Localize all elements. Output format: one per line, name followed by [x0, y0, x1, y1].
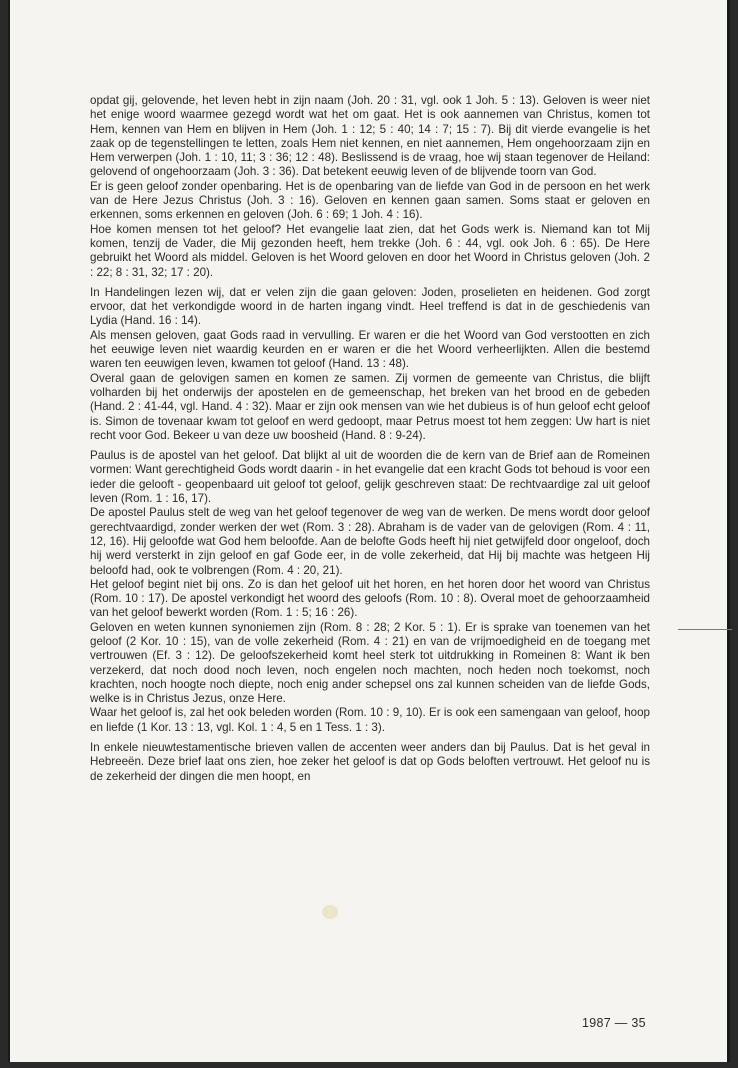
paragraph-12: In enkele nieuwtestamentische brieven vallen de accenten weer anders dan bij Paulus. Dat is het geval in Hebreeën. Deze brief laat ons zien, hoe zeker het geloof is dat op Gods beloften vertrouwt. Het geloof nu is de zekerheid der dingen die men hoopt, en — [90, 741, 650, 783]
paragraph-2: Er is geen geloof zonder openbaring. Het is de openbaring van de liefde van God in de persoon en het werk van de Here Jezus Christus (Joh. 3 : 16). Geloven en kennen gaan samen. Soms staat er geloven en erkennen, soms erkennen en geloven (Joh. 6 : 69; 1 Joh. 4 : 16). — [90, 179, 650, 222]
paragraph-5: Als mensen geloven, gaat Gods raad in vervulling. Er waren er die het Woord van God verstootten en zich het eeuwige leven niet waardig keurden en er waren er die het Woord verheerlijkten. Allen die bestemd waren ten eeuwigen leven, kwamen tot geloof (Hand. 13 : 48). — [90, 328, 650, 371]
scan-edge — [0, 1062, 738, 1068]
document-page — [8, 0, 730, 1062]
paragraph-7: Paulus is de apostel van het geloof. Dat blijkt al uit de woorden die de kern van de Brief aan de Romeinen vormen: Want gerechtigheid Gods wordt daarin - in het evangelie dat een kracht Gods tot behoud is voor een ieder die gelooft - geopenbaard uit geloof tot geloof, gelijk geschreven staat: De rechtvaardige zal uit geloof leven (Rom. 1 : 16, 17). — [90, 449, 650, 506]
paragraph-6: Overal gaan de gelovigen samen en komen ze samen. Zij vormen de gemeente van Christus, die blijft volharden bij het onderwijs der apostelen en de gemeenschap, het breken van het brood en de gebeden (Hand. 2 : 41-44, vgl. Hand. 4 : 32). Maar er zijn ook mensen van wie het dubieus is of hun geloof echt geloof is. Simon de tovenaar kwam tot geloof en werd gedoopt, maar Petrus moest tot hem zeggen: Uw hart is niet recht voor God. Bekeer u van deze uw boosheid (Hand. 8 : 9-24). — [90, 371, 650, 442]
margin-rule — [678, 629, 732, 630]
body-text — [90, 94, 650, 784]
paragraph-9: Het geloof begint niet bij ons. Zo is dan het geloof uit het horen, en het horen door het woord van Christus (Rom. 10 : 17). De apostel verkondigt het woord des geloofs (Rom. 10 : 8). Overal moet de gehoorzaamheid van het geloof bewerkt worden (Rom. 1 : 5; 16 : 26). — [90, 577, 650, 620]
paragraph-3: Hoe komen mensen tot het geloof? Het evangelie laat zien, dat het Gods werk is. Niemand kan tot Mij komen, tenzij de Vader, die Mij gezonden heeft, hem trekke (Joh. 6 : 44, vgl. ook Joh. 6 : 65). De Here gebruikt het Woord als middel. Geloven is het Woord geloven en door het Woord in Christus geloven (Joh. 2 : 22; 8 : 31, 32; 17 : 20). — [90, 222, 650, 279]
paragraph-8: De apostel Paulus stelt de weg van het geloof tegenover de weg van de werken. De mens wordt door geloof gerechtvaardigd, zonder werken der wet (Rom. 3 : 28). Abraham is de vader van de gelovigen (Rom. 4 : 11, 12, 16). Hij geloofde wat God hem beloofde. Aan de belofte Gods heeft hij niet getwijfeld door ongeloof, doch hij werd versterkt in zijn geloof en gaf Gode eer, in de volle zekerheid, dat Hij bij machte was hetgeen Hij beloofd had, ook te volbrengen (Rom. 4 : 20, 21). — [90, 506, 650, 577]
paragraph-4: In Handelingen lezen wij, dat er velen zijn die gaan geloven: Joden, proselieten en heidenen. God zorgt ervoor, dat het verkondigde woord in de harten ingang vindt. Heel treffend is dat in de geschiedenis van Lydia (Hand. 16 : 14). — [90, 285, 650, 328]
paragraph-1: opdat gij, gelovende, het leven hebt in zijn naam (Joh. 20 : 31, vgl. ook 1 Joh. 5 : 13). Geloven is weer niet het enige woord waarmee gezegd wordt wat het om gaat. Het is ook aannemen van Christus, komen tot Hem, kennen van Hem en blijven in Hem (Joh. 1 : 12; 5 : 40; 14 : 7; 15 : 7). Bij dit vierde evangelie is het zaak op de tegenstellingen te letten, zoals Hem niet kennen, en niet aannemen, Hem ongehoorzaam zijn en Hem verwerpen (Joh. 1 : 10, 11; 3 : 36; 12 : 48). Beslissend is de vraag, hoe wij staan tegenover de Heiland: gelovend of ongehoorzaam (Joh. 3 : 36). Dat betekent eeuwig leven of de blijvende toorn van God. — [90, 94, 650, 179]
paragraph-10: Geloven en weten kunnen synoniemen zijn (Rom. 8 : 28; 2 Kor. 5 : 1). Er is sprake van toenemen van het geloof (2 Kor. 10 : 15), van de volle zekerheid (Rom. 4 : 21) en van de vrijmoedigheid en de toegang met vertrouwen (Ef. 3 : 12). De geloofszekerheid komt heel sterk tot uitdrukking in Romeinen 8: Want ik ben verzekerd, dat noch dood noch leven, noch engelen noch machten, noch heden noch toekomst, noch krachten, noch hoogte noch diepte, noch enig ander schepsel ons zal kunnen scheiden van de liefde Gods, welke is in Christus Jezus, onze Here. — [90, 620, 650, 706]
paper-stain — [322, 905, 338, 919]
page-number: 1987 — 35 — [582, 1016, 646, 1030]
paragraph-11: Waar het geloof is, zal het ook beleden worden (Rom. 10 : 9, 10). Er is ook een samengaan van geloof, hoop en liefde (1 Kor. 13 : 13, vgl. Kol. 1 : 4, 5 en 1 Tess. 1 : 3). — [90, 706, 650, 734]
